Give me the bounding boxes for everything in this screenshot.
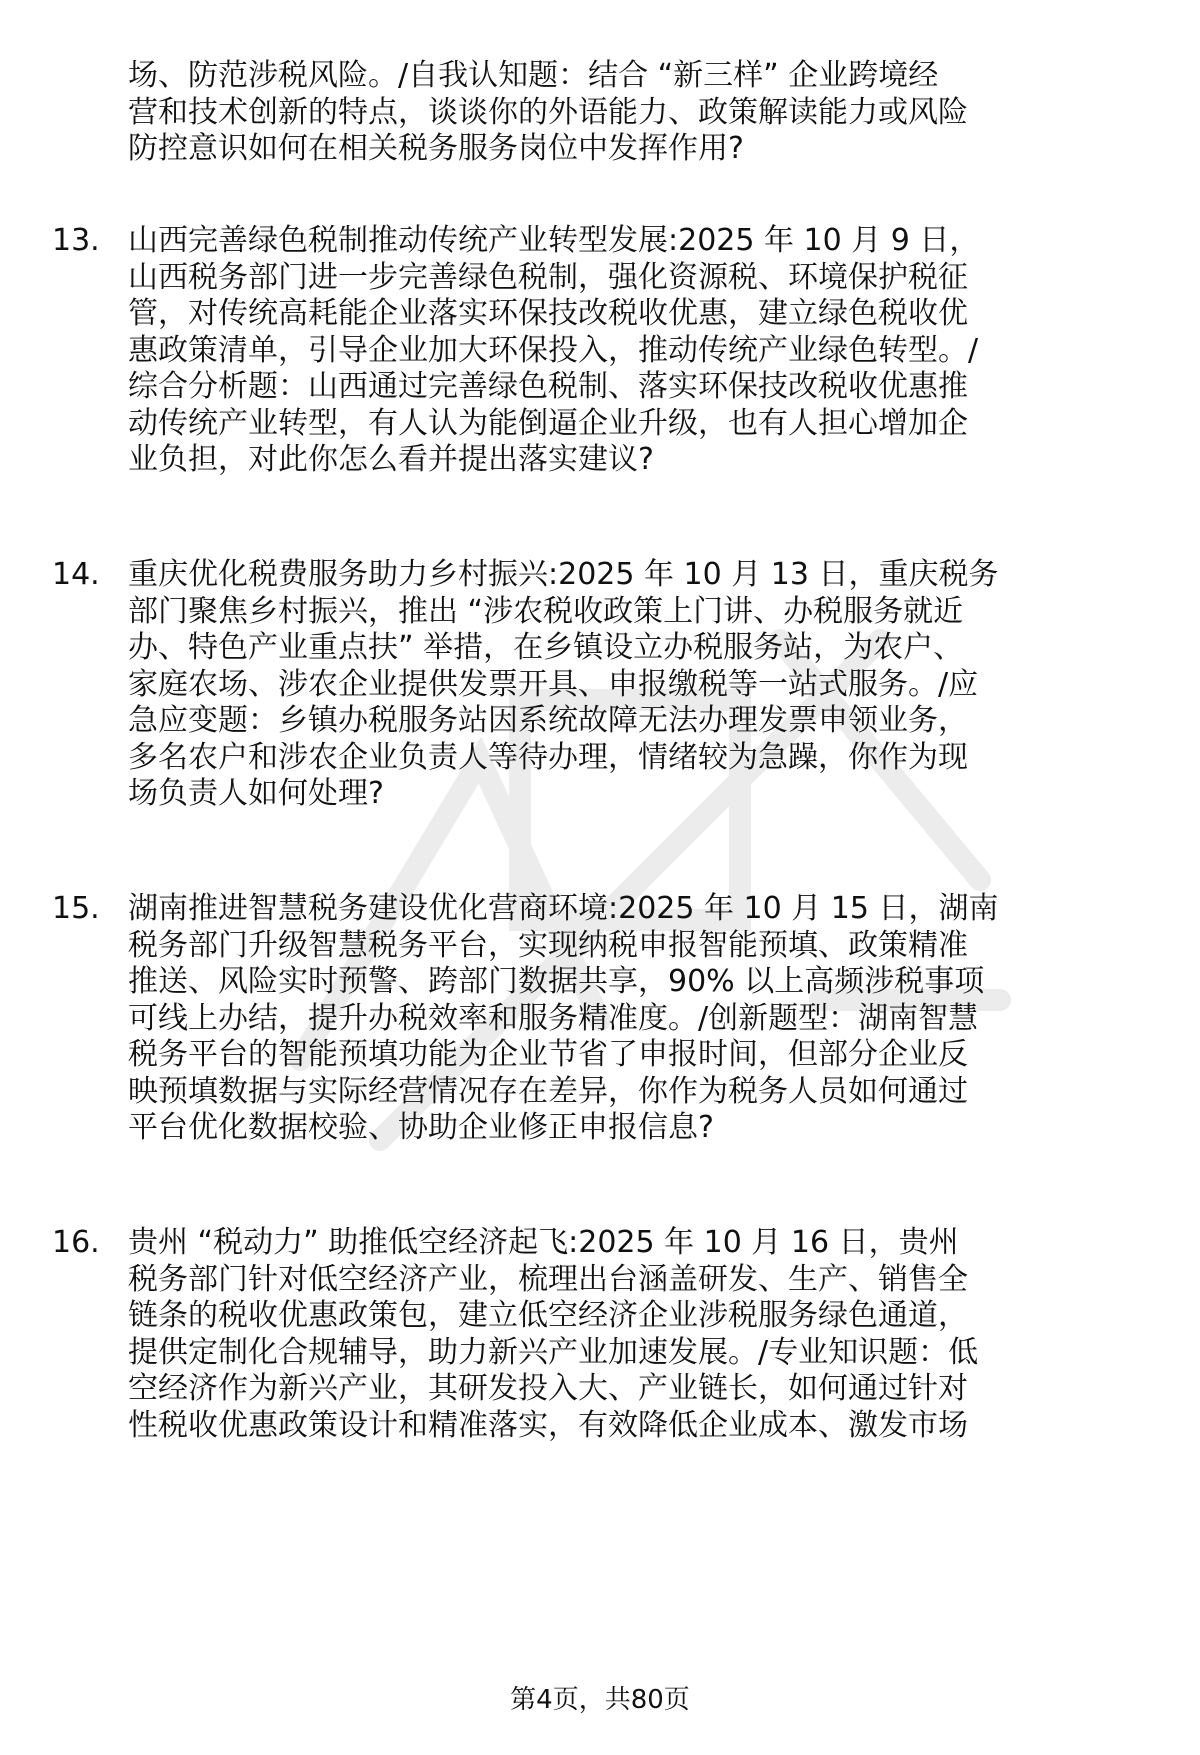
intro-line: 场、防范涉税风险。/自我认知题：结合 “新三样” 企业跨境经 [128, 58, 939, 93]
item-line: 性税收优惠政策设计和精准落实，有效降低企业成本、激发市场 [128, 1407, 968, 1443]
item-number: 15. [52, 891, 100, 926]
intro-line: 营和技术创新的特点，谈谈你的外语能力、政策解读能力或风险 [128, 94, 968, 130]
intro-paragraph [128, 58, 1158, 168]
item-line: 业负担，对此你怎么看并提出落实建议? [128, 442, 654, 477]
item-line: 部门聚焦乡村振兴，推出 “涉农税收政策上门讲、办税服务就近 [128, 593, 964, 629]
item-line: 家庭农场、涉农企业提供发票开具、申报缴税等一站式服务。/应 [128, 666, 979, 702]
item-line: 平台优化数据校验、协助企业修正申报信息? [128, 1110, 714, 1145]
item-number: 14. [52, 557, 100, 592]
list-item-13 [52, 223, 1158, 479]
item-line: 山西完善绿色税制推动传统产业转型发展:2025 年 10 月 9 日， [128, 223, 980, 258]
item-line: 重庆优化税费服务助力乡村振兴:2025 年 10 月 13 日，重庆税务 [128, 557, 999, 592]
item-line: 山西税务部门进一步完善绿色税制，强化资源税、环境保护税征 [128, 259, 968, 295]
item-line: 税务平台的智能预填功能为企业节省了申报时间，但部分企业反 [128, 1037, 968, 1072]
list-item-14 [52, 557, 1158, 813]
item-line: 场负责人如何处理? [128, 776, 384, 811]
item-line: 湖南推进智慧税务建设优化营商环境:2025 年 10 月 15 日，湖南 [128, 891, 999, 926]
item-line: 可线上办结，提升办税效率和服务精准度。/创新题型：湖南智慧 [128, 1000, 979, 1036]
item-number: 13. [52, 223, 100, 258]
item-line: 急应变题：乡镇办税服务站因系统故障无法办理发票申领业务， [128, 703, 968, 738]
list-item-16 [52, 1225, 1158, 1444]
item-line: 办、特色产业重点扶” 举措，在乡镇设立办税服务站，为农户、 [128, 630, 964, 665]
item-line: 映预填数据与实际经营情况存在差异，你作为税务人员如何通过 [128, 1073, 968, 1109]
item-line: 空经济作为新兴产业，其研发投入大、产业链长，如何通过针对 [128, 1371, 968, 1406]
item-number: 16. [52, 1225, 100, 1260]
item-line: 提供定制化合规辅导，助力新兴产业加速发展。/专业知识题：低 [128, 1334, 979, 1370]
item-line: 综合分析题：山西通过完善绿色税制、落实环保技改税收优惠推 [128, 369, 968, 404]
item-line: 惠政策清单，引导企业加大环保投入，推动传统产业绿色转型。/ [128, 332, 979, 368]
item-line: 推送、风险实时预警、跨部门数据共享，90% 以上高频涉税事项 [128, 964, 985, 999]
item-line: 税务部门针对低空经济产业，梳理出台涵盖研发、生产、销售全 [128, 1261, 968, 1297]
item-line: 链条的税收优惠政策包，建立低空经济企业涉税服务绿色通道， [128, 1298, 968, 1333]
list-item-15 [52, 891, 1158, 1147]
page-footer: 第4页，共80页 [510, 1685, 690, 1715]
item-line: 税务部门升级智慧税务平台，实现纳税申报智能预填、政策精准 [128, 927, 968, 963]
item-line: 贵州 “税动力” 助推低空经济起飞:2025 年 10 月 16 日，贵州 [128, 1225, 959, 1260]
intro-line: 防控意识如何在相关税务服务岗位中发挥作用? [128, 131, 744, 166]
item-line: 多名农户和涉农企业负责人等待办理，情绪较为急躁，你作为现 [128, 739, 968, 775]
item-line: 管，对传统高耗能企业落实环保技改税收优惠，建立绿色税收优 [128, 296, 968, 331]
item-line: 动传统产业转型，有人认为能倒逼企业升级，也有人担心增加企 [128, 405, 968, 441]
